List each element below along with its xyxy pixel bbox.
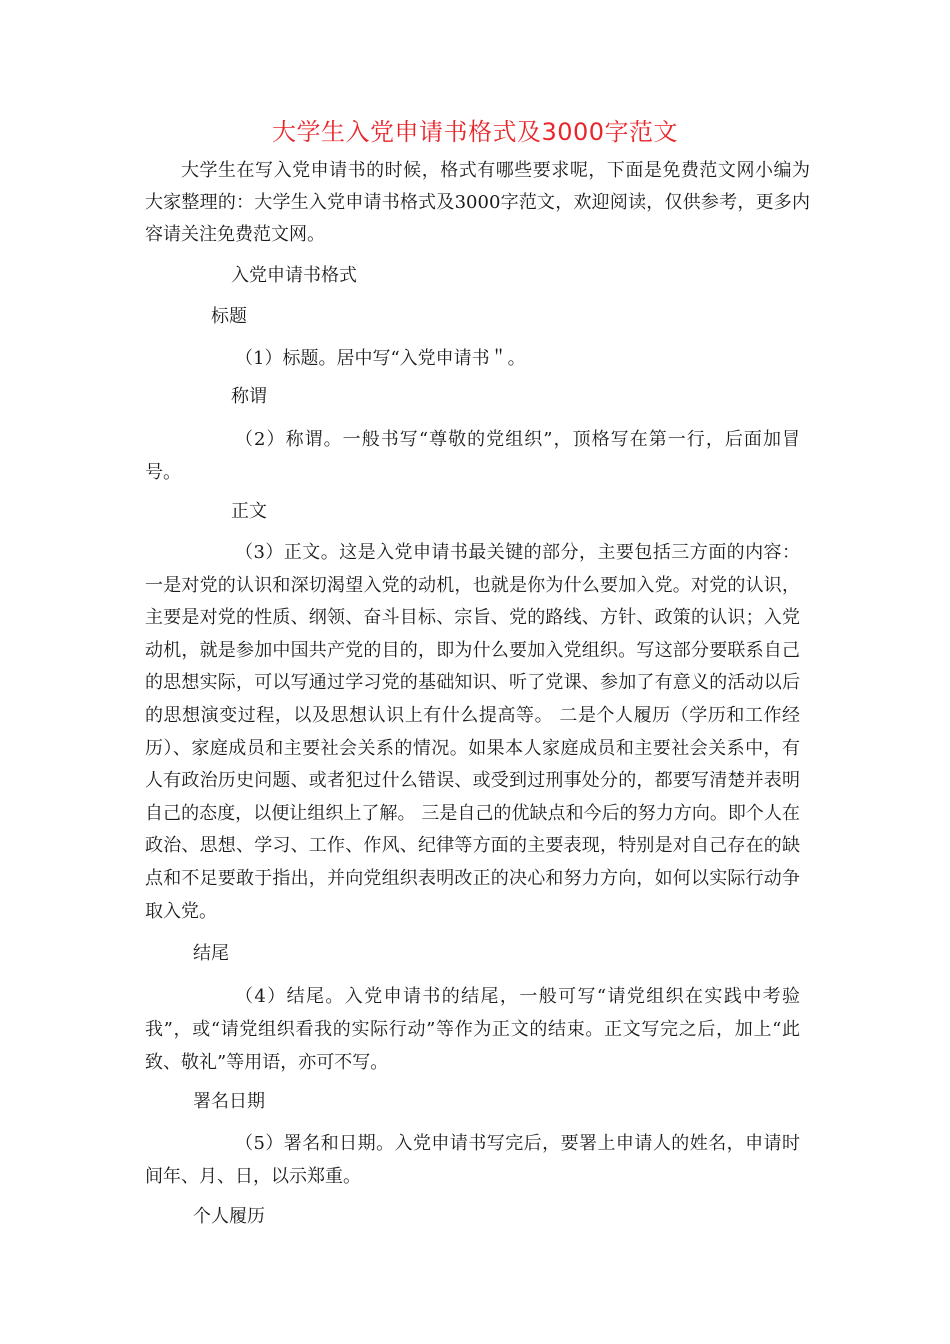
document-title: 大学生入党申请书格式及3000字范文 <box>271 118 679 146</box>
paragraph-salutation: （2）称谓。一般书写“尊敬的党组织”，顶格写在第一行，后面加冒号。 <box>145 429 800 483</box>
paragraph-title: （1）标题。居中写“入党申请书＂。 <box>235 348 526 369</box>
heading-body: 正文 <box>231 501 267 522</box>
paragraph-ending: （4）结尾。入党申请书的结尾，一般可写“请党组织在实践中考验我”，或“请党组织看我的实际行动”等作为正文的结束。正文写完之后，加上“此致、敬礼”等用语，亦可不写。 <box>145 986 800 1073</box>
heading-resume: 个人履历 <box>193 1206 265 1227</box>
section-heading: 入党申请书格式 <box>231 265 357 286</box>
heading-signature: 署名日期 <box>193 1091 265 1112</box>
heading-ending: 结尾 <box>193 943 229 964</box>
heading-title: 标题 <box>211 306 247 327</box>
intro-paragraph: 大学生在写入党申请书的时候，格式有哪些要求呢，下面是免费范文网小编为大家整理的：大学生入党申请书格式及3000字范文，欢迎阅读，仅供参考，更多内容请关注免费范文网。 <box>145 160 810 245</box>
paragraph-body: （3）正文。这是入党申请书最关键的部分，主要包括三方面的内容： 一是对党的认识和深切渴望入党的动机，也就是你为什么要加入党。对党的认识，主要是对党的性质、纲领、奋斗目标、宗旨、党的路线、方针、政策的认识；入党动机，就是参加中国共产党的目的，即为什么要加入党组织。写这部分要联系自己的思想实际，可以写通过学习党的基础知识、听了党课、参加了有意义的活动以后的思想演变过程，以及思想认识上有什么提高等。 二是个人履历（学历和工作经历）、家庭成员和主要社会关系的情况。如果本人家庭成员和主要社会关系中，有人有政治历史问题、或者犯过什么错误、或受到过刑事处分的，都要写清楚并表明自己的态度，以便让组织上了解。 三是自己的优缺点和今后的努力方向。即个人在政治、思想、学习、工作、作风、纪律等方面的主要表现，特别是对自己存在的缺点和不足要敢于指出，并向党组织表明改正的决心和努力方向，如何以实际行动争取入党。 <box>145 542 800 922</box>
paragraph-signature: （5）署名和日期。入党申请书写完后，要署上申请人的姓名，申请时间年、月、日，以示郑重。 <box>145 1133 800 1187</box>
heading-salutation: 称谓 <box>231 386 267 407</box>
